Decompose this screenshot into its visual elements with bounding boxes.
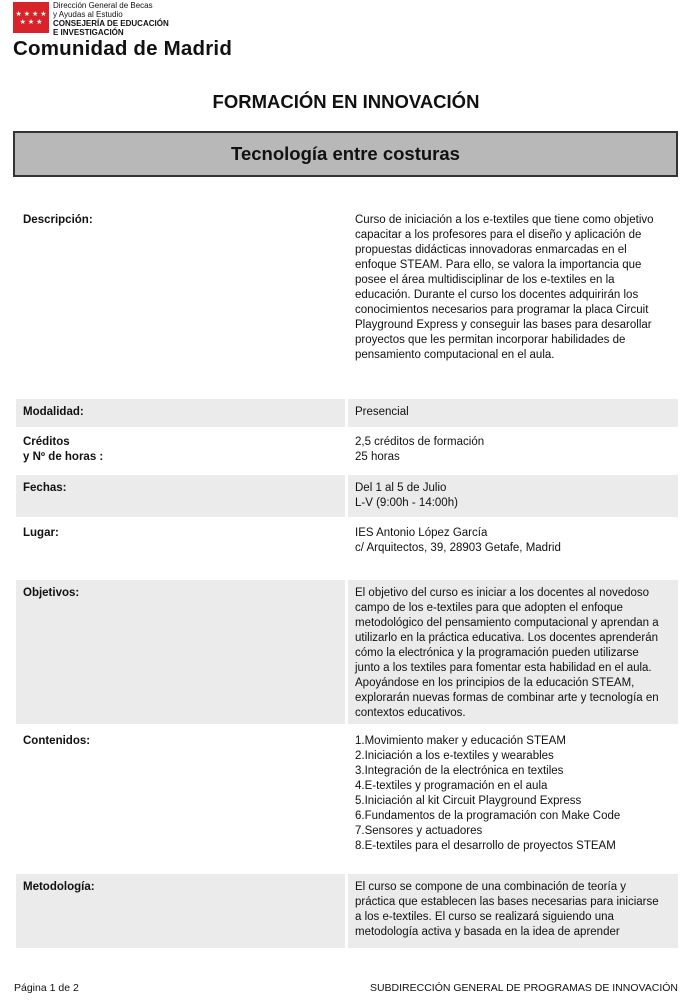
value-line: 2,5 créditos de formación [355, 436, 485, 448]
row-contenidos [16, 728, 678, 856]
label-line: Fechas: [23, 482, 67, 494]
value-line: c/ Arquitectos, 39, 28903 Getafe, Madrid [355, 542, 561, 554]
dept-line: E INVESTIGACIÓN [53, 28, 124, 37]
value-line: 8.E-textiles para el desarrollo de proyectos STEAM [355, 840, 616, 852]
value-line: 5.Iniciación al kit Circuit Playground Express [355, 795, 582, 807]
footer-department: SUBDIRECCIÓN GENERAL DE PROGRAMAS DE INNOVACIÓN [369, 982, 678, 994]
org-line: y Ayudas al Estudio [53, 10, 123, 19]
stars-icon: ★ ★ ★ ★ ★ ★ ★ [15, 11, 47, 26]
header-org-text [53, 1, 169, 37]
dept-line: CONSEJERÍA DE EDUCACIÓN [53, 19, 169, 28]
page-number: Página 1 de 2 [14, 982, 79, 994]
row-label [16, 520, 345, 564]
value-line: El curso se compone de una combinación de teoría y [355, 881, 627, 893]
value-line: 4.E-textiles y programación en el aula [355, 780, 548, 792]
value-line: Playground Express y conseguir las bases para desarollar [355, 319, 652, 331]
row-value [348, 580, 678, 724]
label-line: Descripción: [23, 214, 93, 226]
value-line: propuestas didácticas innovadoras enmarcadas en el [355, 244, 627, 256]
row-label [16, 399, 345, 427]
value-line: contextos educativos. [355, 707, 466, 719]
org-line: Dirección General de Becas [53, 1, 153, 10]
value-line: 2.Iniciación a los e-textiles y wearables [355, 750, 554, 762]
value-line: junto a los textiles para fomentar esta habilidad en el aula. [355, 662, 652, 674]
value-line: utilizarlo en la práctica educativa. Los docentes aprenderán [355, 632, 659, 644]
row-value [348, 207, 678, 377]
row-value [348, 399, 678, 427]
value-line: Apoyándose en los principios de la educación STEAM, [355, 677, 635, 689]
label-line: Lugar: [23, 527, 59, 539]
value-line: pensamiento computacional en el aula. [355, 349, 555, 361]
value-line: Curso de iniciación a los e-textiles que tiene como objetivo [355, 214, 654, 226]
value-line: capacitar a los profesores para el diseño y aplicación de [355, 229, 642, 241]
row-label [16, 874, 345, 948]
row-fechas [16, 475, 678, 517]
row-label [16, 475, 345, 517]
value-line: Del 1 al 5 de Julio [355, 482, 447, 494]
row-label [16, 580, 345, 724]
value-line: explorarán nuevas formas de combinar arte y tecnología en [355, 692, 659, 704]
label-line: Objetivos: [23, 587, 80, 599]
course-title: Tecnología entre costuras [231, 143, 460, 164]
value-line: proyectos que les permitan incorporar habilidades de [355, 334, 626, 346]
value-line: 3.Integración de la electrónica en textiles [355, 765, 564, 777]
row-creditos [16, 429, 678, 473]
label-line: Metodología: [23, 881, 95, 893]
row-objetivos [16, 580, 678, 724]
label-line: Modalidad: [23, 406, 84, 418]
row-modalidad [16, 399, 678, 427]
value-line: IES Antonio López García [355, 527, 488, 539]
value-line: 1.Movimiento maker y educación STEAM [355, 735, 566, 747]
row-value [348, 728, 678, 856]
value-line: campo de los e-textiles para que adopten el enfoque [355, 602, 623, 614]
course-title-box [13, 131, 678, 177]
row-label [16, 429, 345, 473]
value-line: Presencial [355, 406, 409, 418]
label-line: Créditos [23, 436, 70, 448]
comunidad-madrid-flag-logo [13, 2, 49, 33]
label-line: y Nº de horas : [23, 451, 104, 463]
row-label [16, 207, 345, 377]
row-value [348, 429, 678, 473]
row-value [348, 475, 678, 517]
value-line: conocimientos necesarios para programar la placa Circuit [355, 304, 649, 316]
value-line: a los e-textiles. El curso se realizará siguiendo una [355, 911, 614, 923]
value-line: El objetivo del curso es iniciar a los docentes al novedoso [355, 587, 650, 599]
value-line: metodológico del pensamiento computacional y aprendan a [355, 617, 659, 629]
value-line: posee el área multidisciplinar de los e-textiles en la [355, 274, 615, 286]
brand-name: Comunidad de Madrid [13, 37, 233, 60]
value-line: L-V (9:00h - 14:00h) [355, 497, 458, 509]
value-line: práctica que establecen las bases necesarias para iniciarse [355, 896, 659, 908]
row-metodologia [16, 874, 678, 948]
value-line: cómo la electrónica y la programación pueden utilizarse [355, 647, 639, 659]
value-line: enfoque STEAM. Para ello, se valora la importancia que [355, 259, 642, 271]
row-descripcion [16, 207, 678, 377]
value-line: educación. Durante el curso los docentes adquirirán los [355, 289, 639, 301]
row-value [348, 520, 678, 564]
value-line: 6.Fundamentos de la programación con Make Code [355, 810, 621, 822]
value-line: metodología activa y basada en la idea de aprender [355, 926, 620, 938]
row-lugar [16, 520, 678, 564]
value-line: 7.Sensores y actuadores [355, 825, 483, 837]
label-line: Contenidos: [23, 735, 91, 747]
page-title: FORMACIÓN EN INNOVACIÓN [212, 91, 480, 112]
row-label [16, 728, 345, 856]
value-line: 25 horas [355, 451, 400, 463]
row-value [348, 874, 678, 948]
